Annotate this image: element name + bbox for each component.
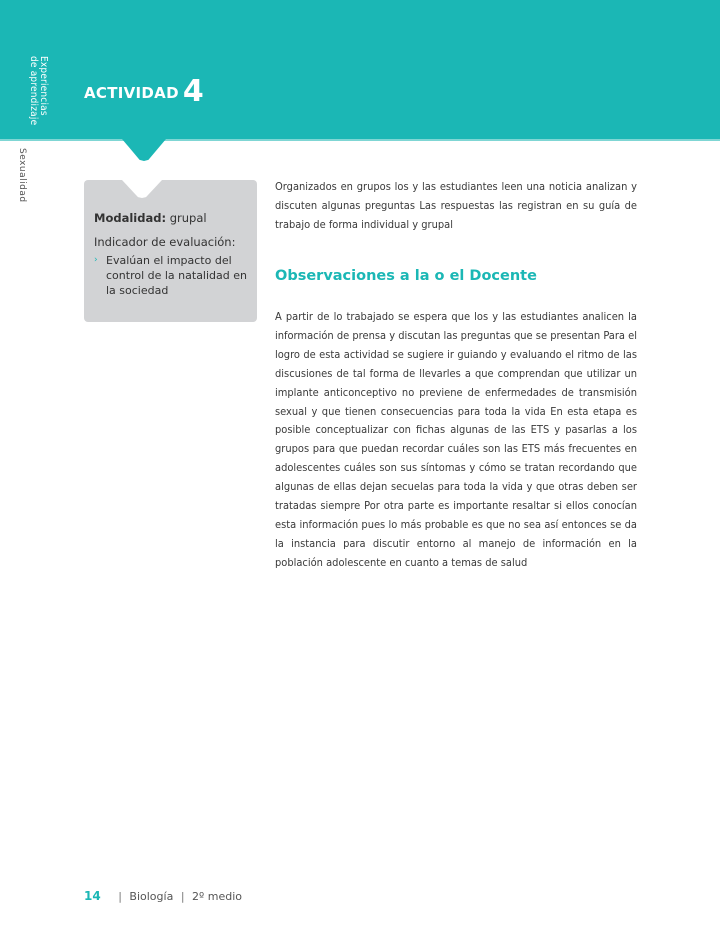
header-divider — [0, 139, 720, 141]
activity-label: ACTIVIDAD — [84, 84, 179, 102]
indicador-text: Evalúan el impacto del control de la natalidad en la sociedad — [106, 254, 247, 297]
activity-info-box — [84, 180, 257, 322]
side-section-title — [18, 56, 48, 126]
footer-subject: Biología — [129, 890, 174, 903]
bullet-icon: › — [94, 255, 98, 265]
observaciones-paragraph: A partir de lo trabajado se espera que los y las estudiantes analicen la información de prensa y discutan las preguntas que se presentan Para el logro de esta actividad se sugiere ir guiando y evaluando el ritmo de las discusiones de tal forma de llevarles a que comprendan que utilizar un implante anticonceptivo no previene de enfermedades de transmisión sexual y que tienen consecuencias para toda la vida En esta etapa es posible conceptualizar con fichas algunas de las ETS y pasarlas a los grupos para que puedan recordar cuáles son las ETS más frecuentes en adolescentes cuáles son sus síntomas y cómo se tratan recordando que algunas de ellas dejan secuelas para toda la vida y que otras deben ser tratadas siempre Por otra parte es importante resaltar si ellos conocían esta información pues lo más probable es que no sea así entonces se da la instancia para discutir entorno al manejo de información en la población adolescente en cuanto a temas de salud — [275, 310, 637, 569]
footer-level: 2º medio — [192, 890, 242, 903]
modalidad-value: grupal — [169, 211, 207, 225]
header-banner — [0, 0, 720, 139]
observaciones-heading: Observaciones a la o el Docente — [275, 268, 537, 284]
page-footer — [84, 889, 242, 903]
activity-number: 4 — [182, 74, 204, 109]
modalidad-line — [94, 211, 207, 225]
side-topic-label: Sexualidad — [17, 148, 27, 203]
indicador-list-item — [94, 253, 254, 298]
activity-title — [84, 74, 204, 109]
info-box-notch — [122, 180, 162, 198]
header-notch-arrow — [122, 139, 166, 161]
side-title-line2: de aprendizaje — [28, 56, 39, 126]
modalidad-label: Modalidad: — [94, 211, 167, 225]
indicador-label: Indicador de evaluación: — [94, 235, 236, 249]
intro-paragraph: Organizados en grupos los y las estudiantes leen una noticia analizan y discuten algunas preguntas Las respuestas las registran en su guía de trabajo de forma individual y grupal — [275, 180, 637, 231]
page-number: 14 — [84, 889, 101, 903]
footer-separator: | — [118, 890, 122, 903]
side-title-line1: Experiencias — [38, 56, 49, 116]
footer-separator: | — [180, 890, 185, 903]
